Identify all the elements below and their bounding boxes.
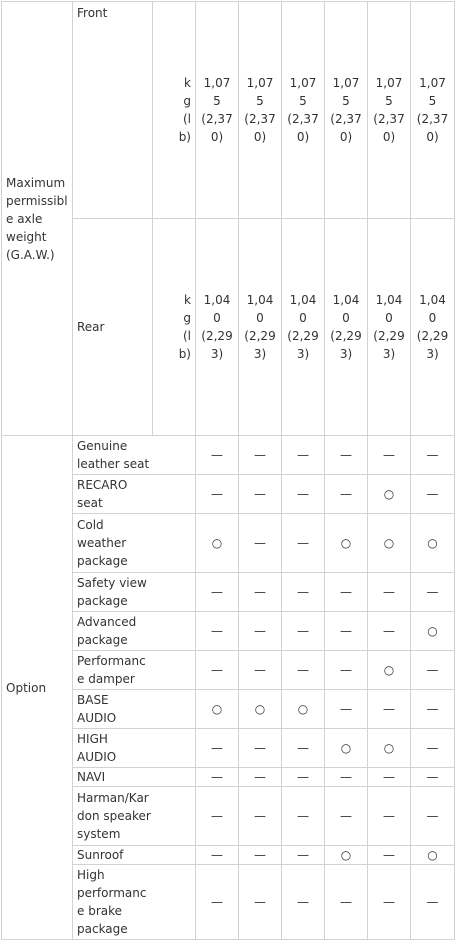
text-line: (2,37 <box>330 112 362 126</box>
unavailable-mark: — <box>239 573 282 612</box>
available-mark: ○ <box>196 690 239 729</box>
available-mark: ○ <box>325 514 368 573</box>
text-line: package <box>77 594 128 608</box>
unavailable-mark: — <box>239 475 282 514</box>
unavailable-mark: — <box>282 514 325 573</box>
unavailable-mark: — <box>368 612 411 651</box>
unavailable-mark: — <box>239 787 282 846</box>
unavailable-mark: — <box>325 690 368 729</box>
rear-weight-value <box>239 219 282 436</box>
text-line: RECARO <box>77 478 128 492</box>
text-line: 1,07 <box>289 76 317 90</box>
text-line: 1,04 <box>375 293 403 307</box>
text-line: 3) <box>253 347 267 361</box>
text-line: High <box>77 868 105 882</box>
rear-unit <box>153 219 196 436</box>
text-line: 3) <box>382 347 396 361</box>
available-mark: ○ <box>196 514 239 573</box>
unavailable-mark: — <box>282 787 325 846</box>
text-line: b) <box>178 130 191 144</box>
unavailable-mark: — <box>282 865 325 940</box>
unavailable-mark: — <box>411 690 455 729</box>
unavailable-mark: — <box>282 436 325 475</box>
text-line: 5 <box>428 94 437 108</box>
unavailable-mark: — <box>282 573 325 612</box>
text-line: 1,07 <box>375 76 403 90</box>
option-name <box>73 612 196 651</box>
text-line: package <box>77 554 128 568</box>
text-line: 0) <box>296 130 310 144</box>
text-line: 3) <box>339 347 353 361</box>
text-line: k <box>184 76 191 90</box>
option-name <box>73 846 196 865</box>
front-unit <box>153 2 196 219</box>
option-name <box>73 729 196 768</box>
unavailable-mark: — <box>196 573 239 612</box>
available-mark: ○ <box>411 612 455 651</box>
available-mark: ○ <box>368 514 411 573</box>
text-line: (2,37 <box>416 112 449 126</box>
text-line: performanc <box>77 886 147 900</box>
text-line: 5 <box>213 94 221 108</box>
text-line: Sunroof <box>77 848 124 862</box>
available-mark: ○ <box>368 475 411 514</box>
text-line: (l <box>182 112 191 126</box>
text-line: 1,07 <box>246 76 274 90</box>
text-line: Maximum <box>6 175 66 190</box>
unavailable-mark: — <box>196 787 239 846</box>
text-line: 5 <box>342 94 350 108</box>
unavailable-mark: — <box>239 846 282 865</box>
unavailable-mark: — <box>368 768 411 787</box>
text-line: (2,37 <box>287 112 319 126</box>
text-line: (2,29 <box>244 329 276 343</box>
unavailable-mark: — <box>325 436 368 475</box>
text-line: 1,07 <box>332 76 360 90</box>
text-line: b) <box>178 347 191 361</box>
text-line: 5 <box>299 94 307 108</box>
text-line: g <box>183 311 191 325</box>
section-label-axle-weight <box>2 2 73 436</box>
text-line: HIGH <box>77 732 108 746</box>
text-line: 0) <box>339 130 353 144</box>
text-line: k <box>184 293 191 307</box>
option-name <box>73 573 196 612</box>
unavailable-mark: — <box>368 865 411 940</box>
text-line: (2,37 <box>201 112 233 126</box>
text-line: Harman/Kar <box>77 791 149 805</box>
unavailable-mark: — <box>196 475 239 514</box>
unavailable-mark: — <box>239 514 282 573</box>
text-line: (l <box>182 329 191 343</box>
text-line: 3) <box>210 347 224 361</box>
available-mark: ○ <box>368 729 411 768</box>
text-line: weather <box>77 536 127 550</box>
option-name <box>73 436 196 475</box>
unavailable-mark: — <box>196 846 239 865</box>
text-line: 0 <box>428 311 437 325</box>
unavailable-mark: — <box>196 729 239 768</box>
text-line: (2,29 <box>330 329 362 343</box>
unavailable-mark: — <box>325 787 368 846</box>
text-line: BASE <box>77 693 109 707</box>
unavailable-mark: — <box>411 573 455 612</box>
text-line: leather seat <box>77 457 150 471</box>
unavailable-mark: — <box>282 846 325 865</box>
text-line: (2,37 <box>373 112 405 126</box>
unavailable-mark: — <box>282 768 325 787</box>
text-line: AUDIO <box>77 750 117 764</box>
text-line: seat <box>77 496 103 510</box>
front-label: Front <box>73 2 153 219</box>
text-line: 3) <box>426 347 439 361</box>
unavailable-mark: — <box>196 612 239 651</box>
text-line: (2,29 <box>201 329 233 343</box>
rear-weight-value <box>196 219 239 436</box>
unavailable-mark: — <box>282 729 325 768</box>
option-name <box>73 768 196 787</box>
text-line: 0) <box>426 130 439 144</box>
text-line: NAVI <box>77 770 106 784</box>
unavailable-mark: — <box>325 573 368 612</box>
unavailable-mark: — <box>368 690 411 729</box>
unavailable-mark: — <box>325 475 368 514</box>
front-weight-row <box>2 2 455 219</box>
text-line: 5 <box>256 94 264 108</box>
unavailable-mark: — <box>239 729 282 768</box>
unavailable-mark: — <box>411 768 455 787</box>
available-mark: ○ <box>325 729 368 768</box>
text-line: 1,04 <box>203 293 231 307</box>
unavailable-mark: — <box>411 436 455 475</box>
text-line: e axle <box>6 211 43 226</box>
option-name <box>73 865 196 940</box>
unavailable-mark: — <box>368 787 411 846</box>
unavailable-mark: — <box>368 436 411 475</box>
text-line: permissibl <box>6 193 68 208</box>
front-weight-value <box>368 2 411 219</box>
text-line: package <box>77 633 128 647</box>
unavailable-mark: — <box>196 651 239 690</box>
text-line: 0 <box>299 311 307 325</box>
front-weight-value <box>239 2 282 219</box>
text-line: 0 <box>385 311 393 325</box>
text-line: don speaker <box>77 809 151 823</box>
unavailable-mark: — <box>282 475 325 514</box>
text-line: 1,07 <box>419 76 446 90</box>
available-mark: ○ <box>325 846 368 865</box>
axle-weight-options-table <box>1 1 455 940</box>
available-mark: ○ <box>368 651 411 690</box>
section-label-option: Option <box>2 436 73 940</box>
option-name <box>73 651 196 690</box>
text-line: system <box>77 827 121 841</box>
available-mark: ○ <box>239 690 282 729</box>
text-line: (2,37 <box>244 112 276 126</box>
text-line: Performanc <box>77 654 146 668</box>
unavailable-mark: — <box>239 768 282 787</box>
rear-weight-value <box>282 219 325 436</box>
text-line: Safety view <box>77 576 147 590</box>
unavailable-mark: — <box>239 651 282 690</box>
unavailable-mark: — <box>239 436 282 475</box>
rear-weight-value <box>325 219 368 436</box>
text-line: (2,29 <box>287 329 319 343</box>
text-line: e damper <box>77 672 135 686</box>
unavailable-mark: — <box>239 612 282 651</box>
unavailable-mark: — <box>239 865 282 940</box>
option-name <box>73 787 196 846</box>
text-line: (2,29 <box>416 329 449 343</box>
front-weight-value <box>196 2 239 219</box>
text-line: 0 <box>342 311 350 325</box>
text-line: 1,07 <box>203 76 231 90</box>
unavailable-mark: — <box>325 651 368 690</box>
text-line: Cold <box>77 518 104 532</box>
front-weight-value <box>282 2 325 219</box>
text-line: 0) <box>210 130 224 144</box>
text-line: 5 <box>385 94 393 108</box>
text-line: e brake <box>77 904 123 918</box>
text-line: 0 <box>256 311 264 325</box>
front-weight-value <box>325 2 368 219</box>
unavailable-mark: — <box>411 865 455 940</box>
unavailable-mark: — <box>368 846 411 865</box>
text-line: Genuine <box>77 439 128 453</box>
unavailable-mark: — <box>282 651 325 690</box>
unavailable-mark: — <box>196 436 239 475</box>
text-line: (G.A.W.) <box>6 247 55 262</box>
unavailable-mark: — <box>282 612 325 651</box>
available-mark: ○ <box>411 514 455 573</box>
rear-weight-value <box>411 219 455 436</box>
unavailable-mark: — <box>411 651 455 690</box>
text-line: AUDIO <box>77 711 117 725</box>
text-line: weight <box>6 229 47 244</box>
text-line: g <box>183 94 191 108</box>
unavailable-mark: — <box>368 573 411 612</box>
unavailable-mark: — <box>196 865 239 940</box>
text-line: 1,04 <box>332 293 360 307</box>
unavailable-mark: — <box>196 768 239 787</box>
text-line: 1,04 <box>419 293 446 307</box>
unavailable-mark: — <box>325 865 368 940</box>
option-name <box>73 514 196 573</box>
rear-weight-value <box>368 219 411 436</box>
option-row <box>2 436 455 475</box>
text-line: 3) <box>296 347 310 361</box>
unavailable-mark: — <box>325 612 368 651</box>
front-weight-value <box>411 2 455 219</box>
text-line: package <box>77 922 128 936</box>
text-line: 0) <box>253 130 267 144</box>
text-line: 0 <box>213 311 221 325</box>
option-name <box>73 690 196 729</box>
text-line: Advanced <box>77 615 137 629</box>
rear-label: Rear <box>73 219 153 436</box>
text-line: 1,04 <box>289 293 317 307</box>
unavailable-mark: — <box>411 729 455 768</box>
text-line: 0) <box>382 130 396 144</box>
available-mark: ○ <box>411 846 455 865</box>
option-name <box>73 475 196 514</box>
unavailable-mark: — <box>325 768 368 787</box>
unavailable-mark: — <box>411 787 455 846</box>
available-mark: ○ <box>282 690 325 729</box>
text-line: (2,29 <box>373 329 405 343</box>
unavailable-mark: — <box>411 475 455 514</box>
text-line: 1,04 <box>246 293 274 307</box>
